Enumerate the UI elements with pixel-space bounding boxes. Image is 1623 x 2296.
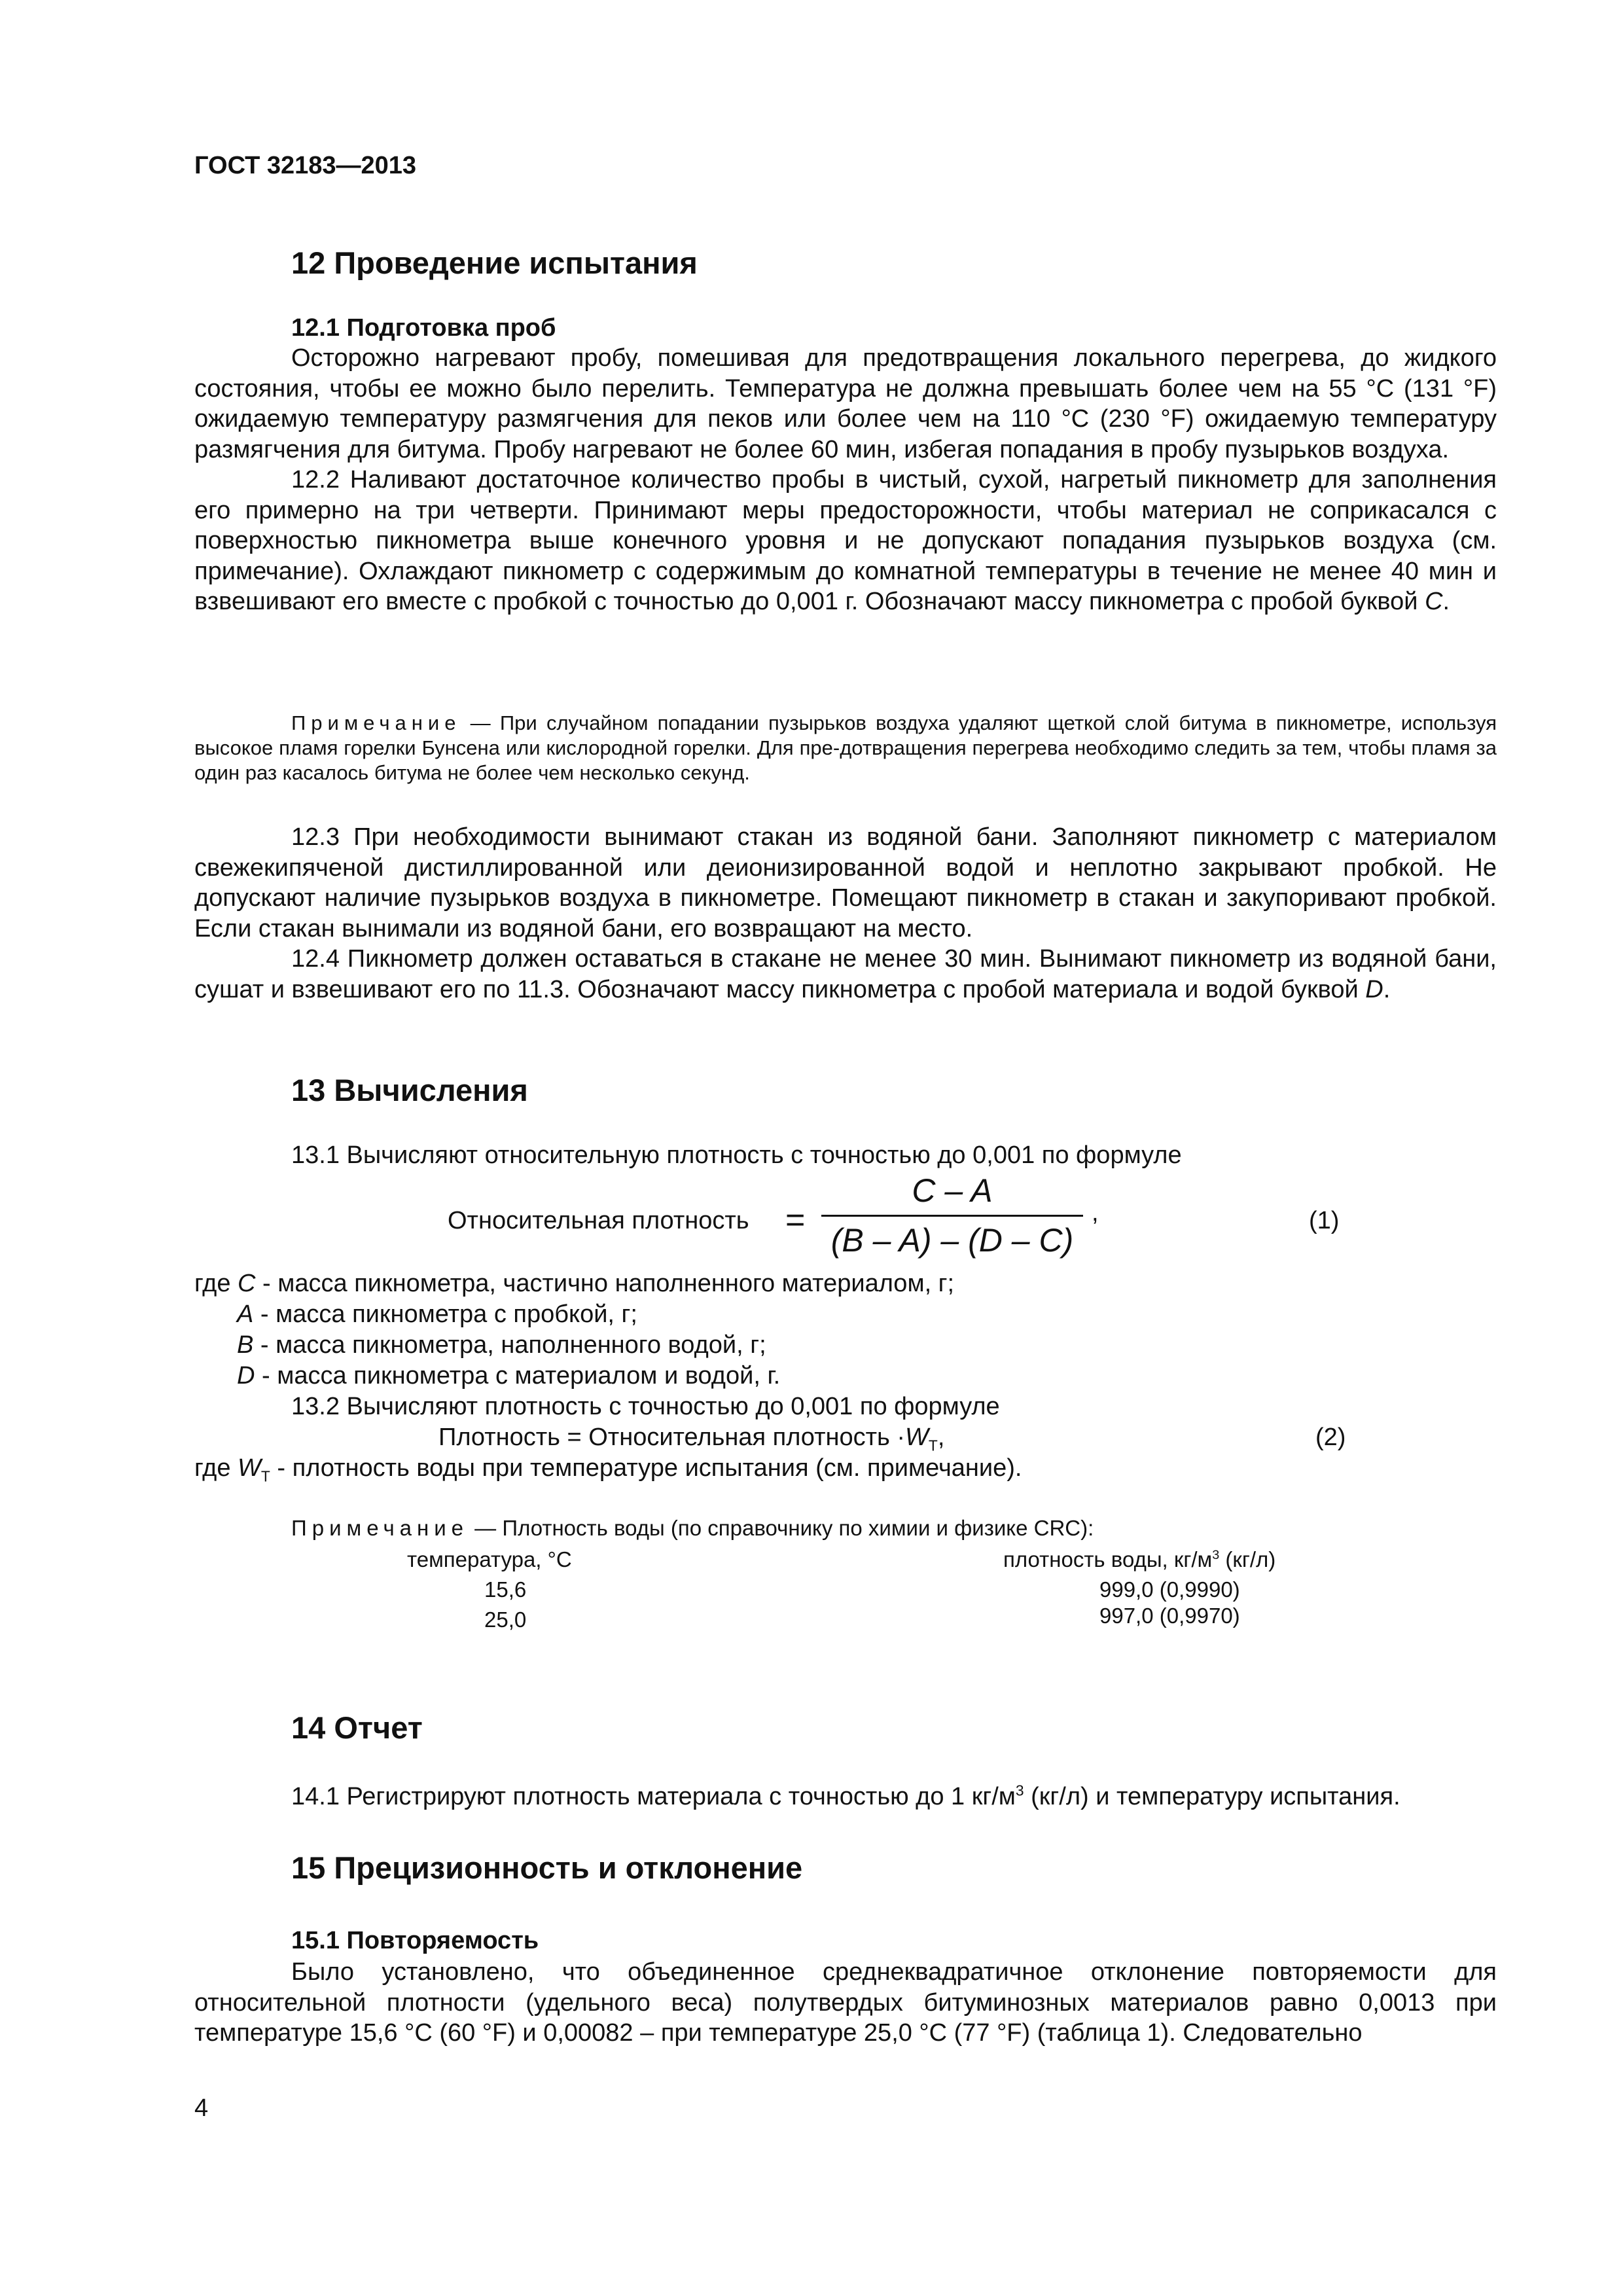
document-header: ГОСТ 32183—2013 xyxy=(194,152,417,179)
note-12 xyxy=(194,711,1497,785)
variable-d: D xyxy=(237,1362,255,1390)
paragraph-12-1: Осторожно нагревают пробу, помешивая для предотвращения локального перегрева, до жидкого состояния, чтобы ее можно было перелить. Температура не должна превышать более чем на 55 °C (131 °F) ожидаемую температуру размягчения для пеков или более чем на 110 °C (230 °F) ожидаемую температуру размягчения для битума. Пробу нагревают не более 60 мин, избегая попадания в пробу пузырьков воздуха. xyxy=(194,344,1497,463)
paragraph-12-2: 12.2 Наливают достаточное количество пробы в чистый, сухой, нагретый пикнометр для заполнения его примерно на три четверти. Принимают меры предосторожности, чтобы материал не соприкасался с поверхностью пикнометра выше конечного уровня и не допускают попадания пузырьков воздуха (см. примечание). Охлаждают пикнометр с содержимым до комнатной температуры в течение не менее 40 мин и взвешивают его вместе с пробкой с точностью до 0,001 г. Обозначают массу пикнометра с пробой буквой C. xyxy=(194,466,1497,615)
paragraph-12-4-letter: D xyxy=(1365,975,1383,1003)
where-line-3: B - масса пикнометра, наполненного водой, г; xyxy=(237,1331,766,1359)
note-13: Примечание — Плотность воды (по справочнику по химии и физике CRC): xyxy=(291,1516,1094,1540)
variable-c: C xyxy=(238,1270,256,1297)
formula-1-fraction-bar xyxy=(821,1215,1083,1217)
variable-b: B xyxy=(237,1331,254,1359)
note-13-row-1-density: 999,0 (0,9990) xyxy=(1099,1577,1240,1602)
formula-1-numerator: C – A xyxy=(912,1172,993,1209)
section-15-body xyxy=(194,1957,1497,2049)
paragraph-12-3: 12.3 При необходимости вынимают стакан из водяной бани. Заполняют пикнометр с материалом свежекипяченой дистиллированной или деионизированной водой и неплотно закрывают пробкой. Не допускают наличие пузырьков воздуха в пикнометре. Помещают пикнометр в стакан и закупоривают пробкой. Если стакан вынимали из водяной бани, его возвращают на место. xyxy=(194,823,1497,942)
paragraph-12-4-text: 12.4 Пикнометр должен оставаться в стакане не менее 30 мин. Вынимают пикнометр из водяной бани, сушат и взвешивают его по 11.3. Обозначают массу пикнометра с пробой материала и водой буквой xyxy=(194,945,1497,1003)
where-line-2: A - масса пикнометра с пробкой, г; xyxy=(237,1300,637,1328)
paragraph-14-1: 14.1 Регистрируют плотность материала с точностью до 1 $кг/м^3$ (кг/л) и температуру испытания. xyxy=(291,1782,1400,1810)
formula-1-denominator: (B – A) – (D – C) xyxy=(830,1222,1074,1259)
formula-1-equals: = xyxy=(785,1201,806,1239)
formula-1-comma: , xyxy=(1092,1199,1099,1227)
paragraph-13-2: 13.2 Вычисляют плотность с точностью до 0,001 по формуле xyxy=(291,1393,1000,1420)
where-line-4: D - масса пикнометра с материалом и водой, г. xyxy=(237,1362,781,1390)
note-13-col-temp-header: температура, °C xyxy=(407,1547,572,1571)
note-13-col-density-header: плотность воды, $кг/м^3$ (кг/л) xyxy=(1003,1547,1276,1571)
formula-1-label: Относительная плотность xyxy=(448,1207,749,1234)
variable-a: A xyxy=(237,1300,254,1328)
section-13-title: 13 Вычисления xyxy=(291,1073,528,1107)
section-15-1-title: 15.1 Повторяемость xyxy=(291,1927,539,1954)
section-12-body-2 xyxy=(194,822,1497,1005)
note-13-row-2-temp: 25,0 xyxy=(484,1607,527,1632)
paragraph-13-1: 13.1 Вычисляют относительную плотность с точностью до 0,001 по формуле xyxy=(291,1141,1182,1169)
note-12-label: Примечание xyxy=(291,711,461,734)
section-12-title: 12 Проведение испытания xyxy=(291,245,698,280)
section-14-title: 14 Отчет xyxy=(291,1710,423,1745)
section-12-1-title: 12.1 Подготовка проб xyxy=(291,314,556,342)
paragraph-12-4: 12.4 Пикнометр должен оставаться в стакане не менее 30 мин. Вынимают пикнометр из водяной бани, сушат и взвешивают его по 11.3. Обозначают массу пикнометра с пробой материала и водой буквой D. xyxy=(194,945,1497,1003)
paragraph-12-2-letter: C xyxy=(1425,588,1443,615)
where-line-1: где C - масса пикнометра, частично наполненного материалом, г; xyxy=(194,1270,955,1297)
note-12-text: — При случайном попадании пузырьков воздуха удаляют щеткой слой битума в пикнометре, используя высокое пламя горелки Бунсена или кислородной горелки. Для пре-дотвращения перегрева необходимо следить за тем, чтобы пламя за один раз касалось битума не более чем несколько секунд. xyxy=(194,711,1497,784)
page-number: 4 xyxy=(194,2094,209,2122)
section-12-body xyxy=(194,343,1497,617)
where-line-5: где $W_T$ - плотность воды при температуре испытания (см. примечание). xyxy=(194,1454,1022,1485)
paragraph-12-2-text: 12.2 Наливают достаточное количество пробы в чистый, сухой, нагретый пикнометр для заполнения его примерно на три четверти. Принимают меры предосторожности, чтобы материал не соприкасался с поверхностью пикнометра выше конечного уровня и не допускают попадания пузырьков воздуха (см. примечание). Охлаждают пикнометр с содержимым до комнатной температуры в течение не менее 40 мин и взвешивают его вместе с пробкой с точностью до 0,001 г. Обозначают массу пикнометра с пробой буквой xyxy=(194,466,1497,615)
note-13-row-1-temp: 15,6 xyxy=(484,1577,527,1602)
section-15-title: 15 Прецизионность и отклонение xyxy=(291,1850,803,1885)
note-13-row-2-density: 997,0 (0,9970) xyxy=(1099,1604,1240,1628)
paragraph-15-1: Было установлено, что объединенное среднеквадратичное отклонение повторяемости для относительной плотности (удельного веса) полутвердых битуминозных материалов равно 0,0013 при температуре 15,6 °C (60 °F) и 0,00082 – при температуре 25,0 °C (77 °F) (таблица 1). Следовательно xyxy=(194,1958,1497,2047)
formula-2-number: (2) xyxy=(1315,1424,1346,1451)
formula-1-number: (1) xyxy=(1309,1207,1340,1234)
formula-2: Плотность = Относительная плотность $\cdot W_T$, xyxy=(438,1424,945,1454)
